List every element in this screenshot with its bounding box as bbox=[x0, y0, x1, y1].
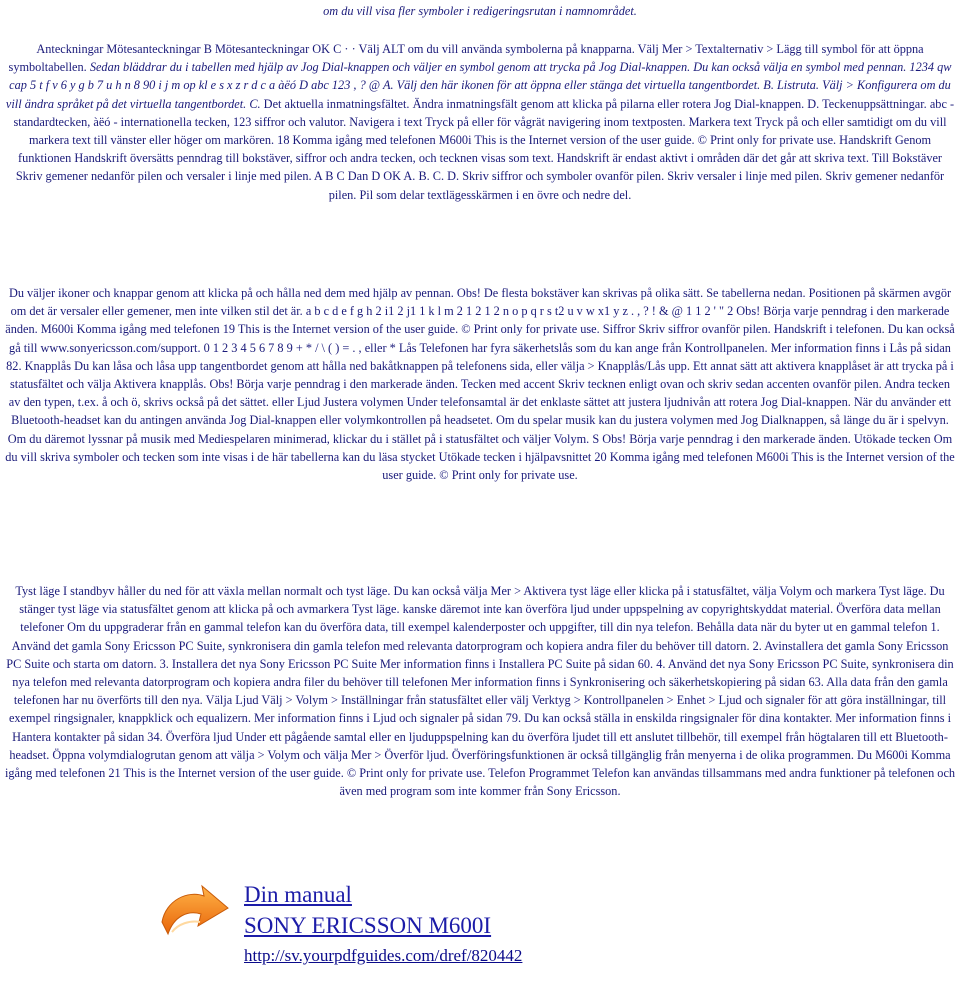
model-link[interactable]: SONY ERICSSON M600I bbox=[244, 913, 492, 938]
text-block-1 bbox=[4, 40, 956, 204]
block1-part-2: Sedan bläddrar du i tabellen med hjälp av Jog Dial-knappen och väljer en symbol genom att trycka på Jog Dial-knappen. Du kan också välja en symbol med pennan. 1234 qw cap 5 t f v 6 y g b 7 u h n 8 90 i j m op kl e s x z r d c a àëó D abc 123 , ? @ A. Välj den här ikonen för att öppna eller stänga det virtuella tangentbordet. B. Listruta. Välj > Konfigurera om du vill ändra språket på det virtuella tangentbordet. C. bbox=[5, 60, 952, 111]
block3-part-4: Överföringsfunktionen är också tillgänglig från menyerna i de olika programmen. Du M600i Komma igång med telefonen 21 This is the Internet version of the user guide. © Print only for private use. Telefon Programmet Telefon kan användas tillsammans med andra funktioner på telefonen och även med program som inte kommer från Sony Ericsson. bbox=[4, 747, 956, 799]
block2-part-2: Du kan också gå till www.sonyericsson.com/support. 0 1 2 3 4 5 6 7 8 9 + * / \ ( ) = . , eller * Lås Telefonen har fyra säkerhetslås som du kan ange från Kontrollpanelen. bbox=[9, 322, 955, 355]
block1-part-4: Navigera i text Tryck på eller för vågrät navigering inom textposten. Markera text Tryck på och eller samtidigt om du vill markera text till vänster eller höger om markören. 18 Komma igång med telefonen M600i This is the Internet version of the user guide. © Print only for private use. Handskrift Genom funktionen Handskrift översätts penndrag till bokstäver, siffror och andra tecken, och tecknen visas som text. bbox=[17, 114, 947, 166]
text-block-2 bbox=[4, 284, 956, 484]
block3-part-3: Mer information finns i Ljud och signaler på sidan 79. Du kan också ställa in enskilda ringsignaler för dina kontakter. Mer information finns i Hantera kontakter på sidan 34. Överföra ljud Under ett pågående samtal eller en ljuduppspelning kan du överföra ljudet till ett anslutet tillbehör, till exempel från högtalaren till ett Bluetooth-headset. Öppna volymdialogrutan genom att välja > Volym och välja Mer > Överför ljud. bbox=[9, 711, 952, 762]
block1-part-3: Det aktuella inmatningsfältet. Ändra inmatningsfält genom att klicka på pilarna eller rotera Jog Dial-knappen. D. Teckenuppsättningar. abc - standardtecken, àëó - internationella tecken, 123 siffror och valutor. bbox=[13, 96, 955, 129]
block2-part-1: Du väljer ikoner och knappar genom att klicka på och hålla ned dem med hjälp av pennan. Obs! De flesta bokstäver kan skrivas på olika sätt. Se tabellerna nedan. Positionen på skärmen avgör om det är versaler eller gemener, men inte vilken stil det är. a b c d e f g h 2 i1 2 j1 1 k l m 2 1 2 1 2 n o p q r s t2 u v w x1 y z . , ? ! & @ 1 1 2 ' " 2 Obs! Börja varje penndrag i den markerade änden. M600i Komma igång med telefonen 19 This is the Internet version of the user guide. © Print only for private use. Siffror Skriv siffror ovanför pilen. Handskrift i telefonen. bbox=[5, 286, 952, 337]
top-line: om du vill visa fler symboler i redigeringsrutan i namnområdet. bbox=[323, 4, 637, 18]
manual-url-link[interactable]: http://sv.yourpdfguides.com/dref/820442 bbox=[244, 946, 523, 965]
block3-part-1: Tyst läge I standbyv håller du ned för att växla mellan normalt och tyst läge. Du kan också välja Mer > Aktivera tyst läge eller klicka på i statusfältet, välja Volym och markera Tyst läge. Du stänger tyst läge via statusfältet genom att klicka på och avmarkera Tyst läge. kanske däremot inte kan överföra ljud under uppspelning av copyrightskyddat material. Överföra data mellan telefoner Om du uppgraderar från en gammal telefon kan du överföra data, till exempel kalenderposter och uppgifter, till din nya telefon. Behålla data när du byter ut en gammal telefon 1. Använd det gamla Sony Ericsson PC Suite, synkronisera din gamla telefon med relevanta datorprogram och kopiera andra filer du behöver till datorn. 2. Avinstallera det gamla Sony Ericsson PC Suite och starta om datorn. 3. bbox=[6, 584, 949, 671]
manual-title-link[interactable]: Din manual bbox=[244, 882, 352, 907]
footer-links bbox=[244, 880, 522, 968]
text-block-3 bbox=[4, 582, 956, 800]
arrow-icon bbox=[158, 882, 230, 954]
block1-part-1: Anteckningar Mötesanteckningar B Mötesanteckningar OK C · · Välj ALT om du vill använda symbolerna på knapparna. Välj Mer > Textalternativ > Lägg till symbol för att öppna symboltabellen. bbox=[8, 42, 924, 75]
block2-part-3: Mer information finns i Lås på sidan 82. Knapplås Du kan låsa och låsa upp tangentbordet genom att hålla ned bakåtknappen på telefonens sida, eller välja > Knapplås/Lås upp. Ett annat sätt att aktivera knapplåset är att trycka på i statusfältet och välja Aktivera knapplås. Obs! Börja varje penndrag i den markerade änden. Tecken med accent Skriv tecknen enligt ovan och skriv sedan accenten ovanför pilen. bbox=[6, 340, 954, 392]
footer-banner bbox=[158, 880, 588, 980]
block2-part-4: Andra tecken av den typen, t.ex. å och ö, skrivs också på det sättet. eller Ljud Justera volymen Under telefonsamtal är det enklaste sättet att justera ljudnivån att rotera Jog Dial-knappen. När du använder ett Bluetooth-headset kan du antingen använda Jog Dial-knappen eller volymkontrollen på headsetet. Om du spelar musik kan du justera volymen med Jog Dialknappen, så länge du är i spelvyn. Om du däremot lyssnar på musik med Mediespelaren minimerad, klickar du i stället på i statusfältet och väljer Volym. S Obs! Börja varje penndrag i den markerade änden. Utökade tecken Om du vill skriva symboler och tecken som inte visas i de här tabellerna kan du läsa stycket Utökade tecken i hjälpavsnittet 20 Komma igång med telefonen M600i This is the Internet version of the user guide. © Print only for private use. bbox=[5, 377, 955, 483]
block3-part-2: Installera det nya Sony Ericsson PC Suite Mer information finns i Installera PC Suite på sidan 60. 4. Använd det nya Sony Ericsson PC Suite, synkronisera din nya telefon med relevanta datorprogram och kopiera andra filer du behöver till telefonen Mer information finns i Synkronisering och säkerhetskopiering på sidan 63. Alla data från den gamla telefonen har nu överförts till den nya. Välja Ljud Välj > Volym > Inställningar från statusfältet eller välj Verktyg > Kontrollpanelen > Enhet > Ljud och signaler för att göra inställningar, till exempel ringsignaler, knappklick och equalizern. bbox=[8, 656, 954, 726]
block1-part-5: Handskrift är endast aktivt i områden där det går att skriva text. Till Bokstäver Skriv gemener nedanför pilen och versaler i linje med pilen. A B C Dan D OK A. B. C. D. Skriv siffror och symboler ovanför pilen. Skriv versaler i linje med pilen. Skriv gemener nedanför pilen. Pil som delar textlägesskärmen i en övre och nedre del. bbox=[15, 151, 945, 202]
